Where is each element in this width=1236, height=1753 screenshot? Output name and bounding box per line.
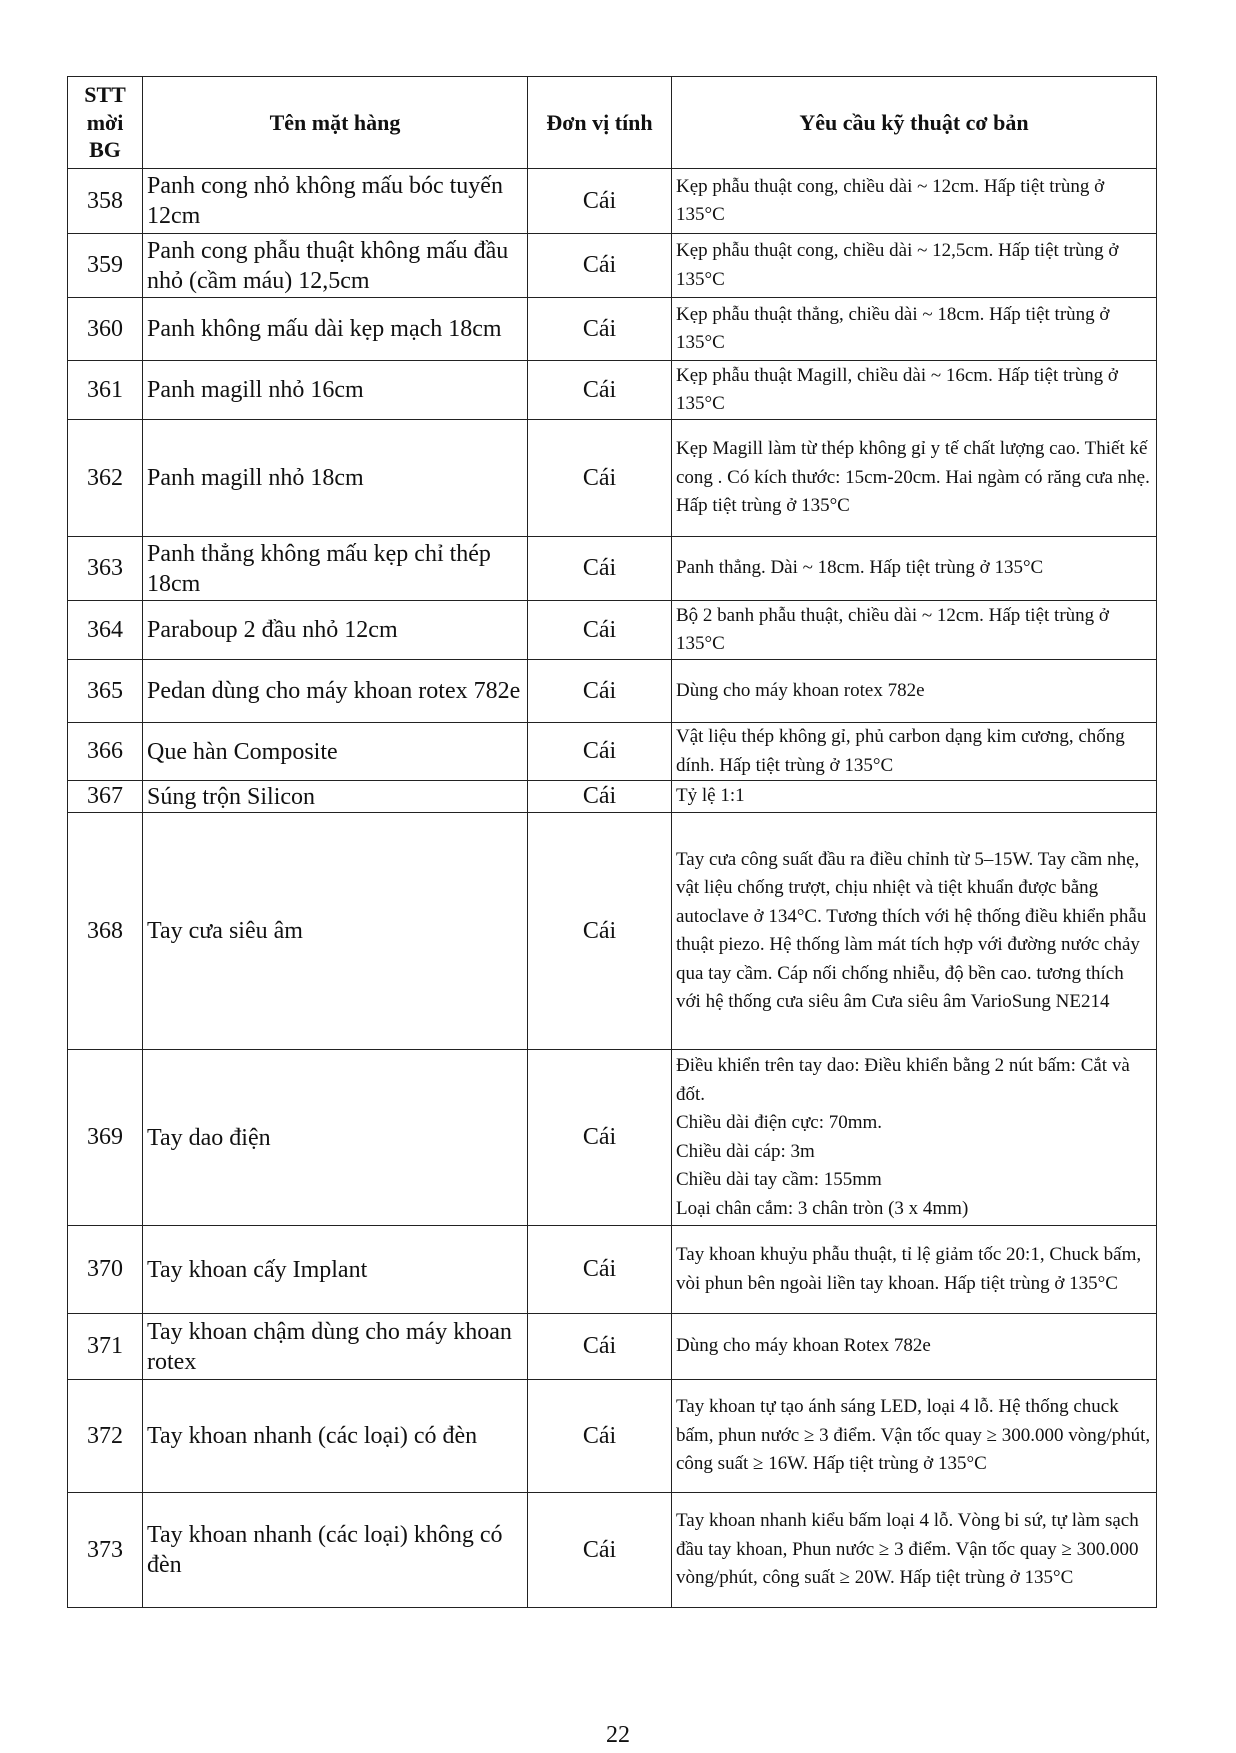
row-requirements: Dùng cho máy khoan Rotex 782e	[672, 1314, 1157, 1380]
row-stt: 361	[68, 361, 143, 420]
row-stt: 368	[68, 813, 143, 1050]
row-requirements: Tay cưa công suất đầu ra điều chỉnh từ 5–15W. Tay cầm nhẹ, vật liệu chống trượt, chịu nhiệt và tiệt khuẩn được bằng autoclave ở 134°C. Tương thích với hệ thống điều khiển phẫu thuật piezo. Hệ thống làm mát tích hợp với đường nước chảy qua tay cầm. Cáp nối chống nhiễu, độ bền cao. tương thích với hệ thống cưa siêu âm Cưa siêu âm VarioSung NE214	[672, 813, 1157, 1050]
row-stt: 371	[68, 1314, 143, 1380]
row-unit: Cái	[528, 1226, 672, 1314]
table-row	[68, 298, 1157, 361]
row-unit: Cái	[528, 781, 672, 813]
row-item-name: Súng trộn Silicon	[143, 781, 528, 813]
row-stt: 370	[68, 1226, 143, 1314]
row-requirements: Panh thẳng. Dài ~ 18cm. Hấp tiệt trùng ở 135°C	[672, 537, 1157, 601]
row-item-name: Panh magill nhỏ 16cm	[143, 361, 528, 420]
row-unit: Cái	[528, 1314, 672, 1380]
table-row	[68, 660, 1157, 723]
row-stt: 358	[68, 169, 143, 234]
row-unit: Cái	[528, 723, 672, 781]
header-requirements: Yêu cầu kỹ thuật cơ bản	[672, 77, 1157, 169]
row-stt: 359	[68, 234, 143, 298]
row-item-name: Pedan dùng cho máy khoan rotex 782e	[143, 660, 528, 723]
row-item-name: Panh không mấu dài kẹp mạch 18cm	[143, 298, 528, 361]
header-item-name: Tên mặt hàng	[143, 77, 528, 169]
row-stt: 364	[68, 601, 143, 660]
row-requirements: Bộ 2 banh phẫu thuật, chiều dài ~ 12cm. Hấp tiệt trùng ở 135°C	[672, 601, 1157, 660]
row-item-name: Paraboup 2 đầu nhỏ 12cm	[143, 601, 528, 660]
table-row	[68, 723, 1157, 781]
row-requirements: Tay khoan nhanh kiểu bấm loại 4 lỗ. Vòng bi sứ, tự làm sạch đầu tay khoan, Phun nước ≥ 3 điểm. Vận tốc quay ≥ 300.000 vòng/phút, công suất ≥ 20W. Hấp tiệt trùng ở 135°C	[672, 1493, 1157, 1608]
specification-table	[67, 76, 1157, 1608]
table-row	[68, 420, 1157, 537]
table-row	[68, 1493, 1157, 1608]
row-requirements: Dùng cho máy khoan rotex 782e	[672, 660, 1157, 723]
row-requirements: Tay khoan tự tạo ánh sáng LED, loại 4 lỗ. Hệ thống chuck bấm, phun nước ≥ 3 điểm. Vận tốc quay ≥ 300.000 vòng/phút, công suất ≥ 16W. Hấp tiệt trùng ở 135°C	[672, 1380, 1157, 1493]
row-unit: Cái	[528, 298, 672, 361]
row-unit: Cái	[528, 1050, 672, 1226]
row-requirements: Kẹp phẫu thuật cong, chiều dài ~ 12,5cm. Hấp tiệt trùng ở 135°C	[672, 234, 1157, 298]
row-requirements: Vật liệu thép không gỉ, phủ carbon dạng kim cương, chống dính. Hấp tiệt trùng ở 135°C	[672, 723, 1157, 781]
row-item-name: Panh thẳng không mấu kẹp chỉ thép 18cm	[143, 537, 528, 601]
row-unit: Cái	[528, 1380, 672, 1493]
row-requirements: Kẹp phẫu thuật thẳng, chiều dài ~ 18cm. Hấp tiệt trùng ở 135°C	[672, 298, 1157, 361]
row-stt: 360	[68, 298, 143, 361]
table-row	[68, 781, 1157, 813]
row-unit: Cái	[528, 813, 672, 1050]
table-row	[68, 169, 1157, 234]
row-unit: Cái	[528, 420, 672, 537]
row-item-name: Tay khoan nhanh (các loại) có đèn	[143, 1380, 528, 1493]
row-unit: Cái	[528, 169, 672, 234]
row-item-name: Tay khoan nhanh (các loại) không có đèn	[143, 1493, 528, 1608]
table-row	[68, 234, 1157, 298]
header-stt: STT mời BG	[68, 77, 143, 169]
row-stt: 369	[68, 1050, 143, 1226]
row-requirements: Kẹp phẫu thuật cong, chiều dài ~ 12cm. Hấp tiệt trùng ở 135°C	[672, 169, 1157, 234]
table-row	[68, 1226, 1157, 1314]
table-row	[68, 537, 1157, 601]
row-item-name: Tay cưa siêu âm	[143, 813, 528, 1050]
row-stt: 373	[68, 1493, 143, 1608]
row-stt: 372	[68, 1380, 143, 1493]
header-unit: Đơn vị tính	[528, 77, 672, 169]
row-unit: Cái	[528, 234, 672, 298]
row-requirements: Tỷ lệ 1:1	[672, 781, 1157, 813]
table-row	[68, 601, 1157, 660]
row-item-name: Panh cong phẫu thuật không mấu đầu nhỏ (cầm máu) 12,5cm	[143, 234, 528, 298]
row-item-name: Panh magill nhỏ 18cm	[143, 420, 528, 537]
row-stt: 367	[68, 781, 143, 813]
row-unit: Cái	[528, 537, 672, 601]
row-requirements: Điều khiển trên tay dao: Điều khiển bằng 2 nút bấm: Cắt và đốt. Chiều dài điện cực: 70mm. Chiều dài cáp: 3m Chiều dài tay cầm: 155mm Loại chân cắm: 3 chân tròn (3 x 4mm)	[672, 1050, 1157, 1226]
row-stt: 363	[68, 537, 143, 601]
row-item-name: Tay khoan chậm dùng cho máy khoan rotex	[143, 1314, 528, 1380]
row-item-name: Que hàn Composite	[143, 723, 528, 781]
row-stt: 366	[68, 723, 143, 781]
row-unit: Cái	[528, 601, 672, 660]
page-number: 22	[606, 1722, 630, 1748]
row-item-name: Tay khoan cấy Implant	[143, 1226, 528, 1314]
table-row	[68, 813, 1157, 1050]
row-requirements: Kẹp phẫu thuật Magill, chiều dài ~ 16cm. Hấp tiệt trùng ở 135°C	[672, 361, 1157, 420]
row-stt: 362	[68, 420, 143, 537]
table-row	[68, 1050, 1157, 1226]
table-row	[68, 1380, 1157, 1493]
row-item-name: Panh cong nhỏ không mấu bóc tuyến 12cm	[143, 169, 528, 234]
table-row	[68, 1314, 1157, 1380]
row-unit: Cái	[528, 361, 672, 420]
row-unit: Cái	[528, 660, 672, 723]
header-row	[68, 77, 1157, 169]
row-unit: Cái	[528, 1493, 672, 1608]
row-requirements: Tay khoan khuỷu phẫu thuật, tỉ lệ giảm tốc 20:1, Chuck bấm, vòi phun bên ngoài liền tay khoan. Hấp tiệt trùng ở 135°C	[672, 1226, 1157, 1314]
row-stt: 365	[68, 660, 143, 723]
table-row	[68, 361, 1157, 420]
row-item-name: Tay dao điện	[143, 1050, 528, 1226]
row-requirements: Kẹp Magill làm từ thép không gỉ y tế chất lượng cao. Thiết kế cong . Có kích thước: 15cm-20cm. Hai ngàm có răng cưa nhẹ. Hấp tiệt trùng ở 135°C	[672, 420, 1157, 537]
